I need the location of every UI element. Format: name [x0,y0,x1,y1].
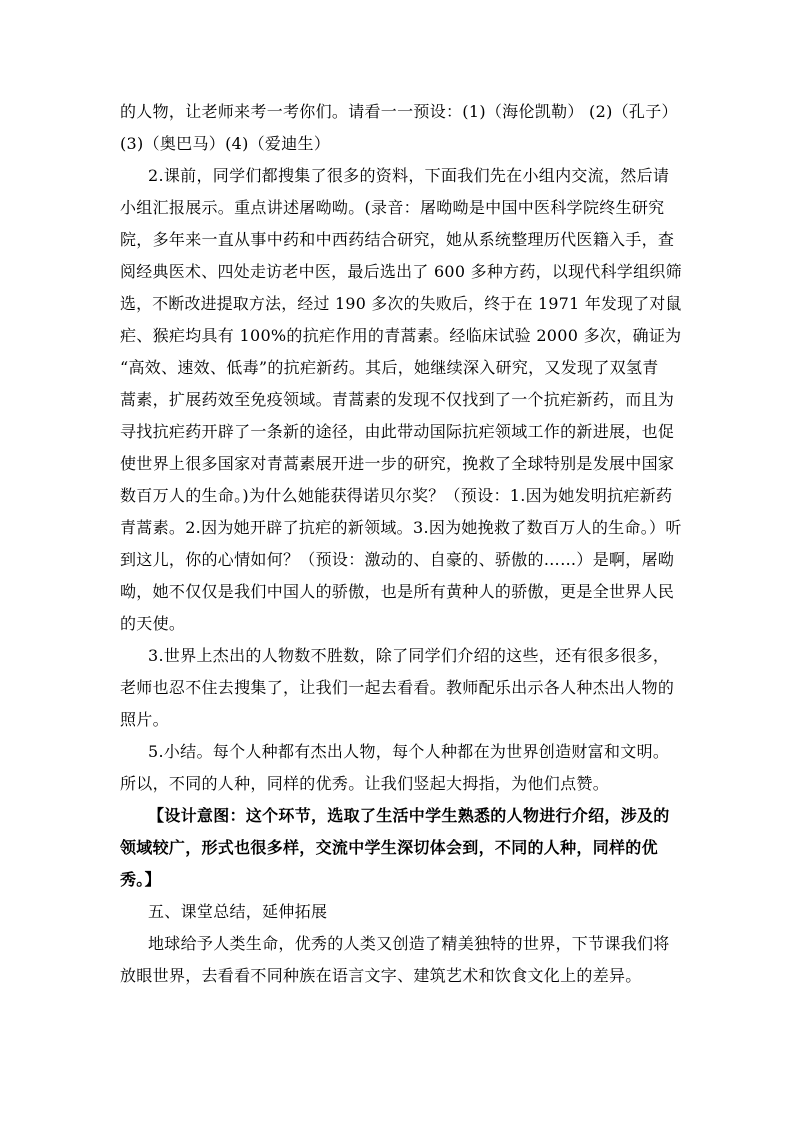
design-intent-line: 秀。】 [120,870,161,889]
text-line: 所以，不同的人种，同样的优秀。让我们竖起大拇指，为他们点赞。 [120,774,610,793]
text-line: 青蒿素。2.因为她开辟了抗疟的新领域。3.因为她挽救了数百万人的生命。）听 [120,518,682,537]
text-line: 使世界上很多国家对青蒿素展开进一步的研究，挽救了全球特别是发展中国家 [120,454,675,473]
paragraph-start-line: 5.小结。每个人种都有杰出人物，每个人种都在为世界创造财富和文明。 [148,742,670,761]
text-line: 院，多年来一直从事中药和中西药结合研究，她从系统整理历代医籍入手，查 [120,230,675,249]
text-line: 数百万人的生命。)为什么她能获得诺贝尔奖？（预设：1.因为她发明抗疟新药 [120,486,673,505]
text-line: 到这儿，你的心情如何？（预设：激动的、自豪的、骄傲的……）是啊，屠呦 [120,550,675,569]
text-line: 小组汇报展示。重点讲述屠呦呦。(录音：屠呦呦是中国中医科学院终生研究 [120,198,665,217]
text-line: “高效、速效、低毒”的抗疟新药。其后，她继续深入研究，又发现了双氢青 [120,358,659,377]
text-line: (3)（奥巴马）(4)（爱迪生） [120,134,331,153]
text-line: 呦，她不仅仅是我们中国人的骄傲，也是所有黄种人的骄傲，更是全世界人民 [120,582,675,601]
design-intent-line: 领域较广，形式也很多样，交流中学生深切体会到，不同的人种，同样的优 [120,838,658,857]
text-line: 照片。 [120,710,169,729]
text-line: 蒿素，扩展药效至免疫领域。青蒿素的发现不仅找到了一个抗疟新药，而且为 [120,390,675,409]
text-line: 疟、猴疟均具有 100%的抗疟作用的青蒿素。经临床试验 2000 多次，确证为 [120,326,682,345]
text-line: 阅经典医术、四处走访老中医，最后选出了 600 多种方药，以现代科学组织筛 [120,262,682,281]
text-line: 寻找抗疟药开辟了一条新的途径，由此带动国际抗疟领域工作的新进展，也促 [120,422,675,441]
text-line: 的人物，让老师来考一考你们。请看一一预设：(1)（海伦凯勒） (2)（孔子） [120,102,678,121]
text-line: 老师也忍不住去搜集了，让我们一起去看看。教师配乐出示各人种杰出人物的 [120,678,675,697]
paragraph-start-line: 2.课前，同学们都搜集了很多的资料，下面我们先在小组内交流，然后请 [148,166,670,185]
design-intent-line: 【设计意图：这个环节，选取了生活中学生熟悉的人物进行介绍，涉及的 [148,806,670,825]
text-line: 放眼世界，去看看不同种族在语言文字、建筑艺术和饮食文化上的差异。 [120,966,642,985]
text-line: 的天使。 [120,614,186,633]
text-line: 选，不断改进提取方法，经过 190 多次的失败后，终于在 1971 年发现了对鼠 [120,294,682,313]
paragraph-start-line: 地球给予人类生命，优秀的人类又创造了精美独特的世界，下节课我们将 [148,934,670,953]
paragraph-start-line: 3.世界上杰出的人物数不胜数，除了同学们介绍的这些，还有很多很多， [148,646,670,665]
section-heading: 五、课堂总结，延伸拓展 [148,902,328,921]
